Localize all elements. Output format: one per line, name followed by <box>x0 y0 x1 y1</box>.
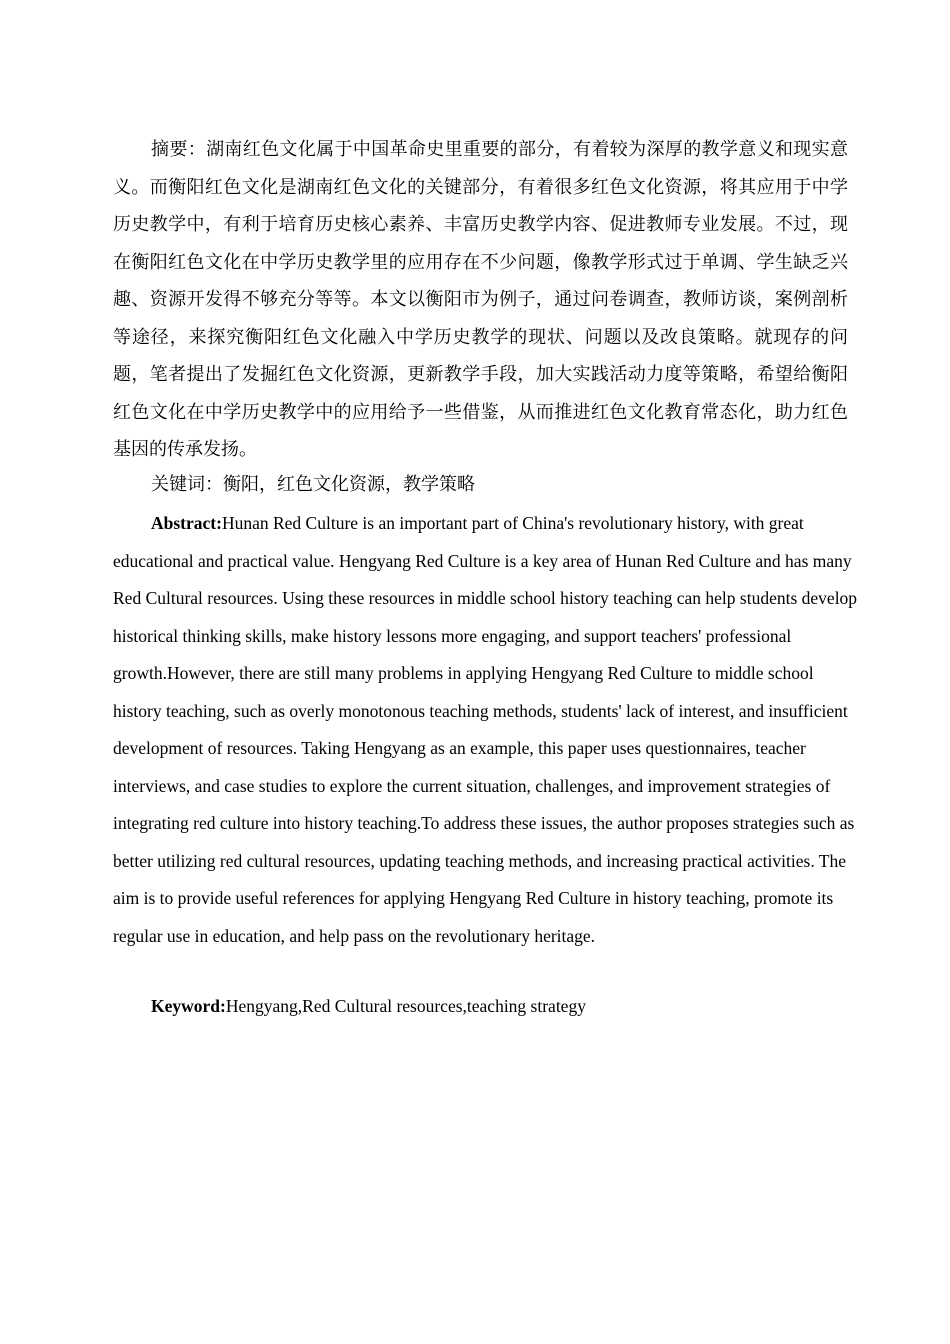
english-keywords-label: Keyword: <box>151 996 226 1016</box>
chinese-keywords-text: 衡阳，红色文化资源，教学策略 <box>223 474 475 495</box>
chinese-abstract <box>113 131 848 469</box>
chinese-keywords <box>113 466 848 504</box>
chinese-abstract-text: 湖南红色文化属于中国革命史里重要的部分，有着较为深厚的教学意义和现实意义。而衡阳红色文化是湖南红色文化的关键部分，有着很多红色文化资源，将其应用于中学历史教学中，有利于培育历史核心素养、丰富历史教学内容、促进教师专业发展。不过，现在衡阳红色文化在中学历史教学里的应用存在不少问题，像教学形式过于单调、学生缺乏兴趣、资源开发得不够充分等等。本文以衡阳市为例子，通过问卷调查，教师访谈，案例剖析等途径，来探究衡阳红色文化融入中学历史教学的现状、问题以及改良策略。就现存的问题，笔者提出了发掘红色文化资源，更新教学手段，加大实践活动力度等策略，希望给衡阳红色文化在中学历史教学中的应用给予一些借鉴，从而推进红色文化教育常态化，助力红色基因的传承发扬。 <box>113 139 849 460</box>
english-keywords <box>113 988 858 1026</box>
english-abstract <box>113 505 858 955</box>
english-abstract-label: Abstract: <box>151 513 222 533</box>
english-keywords-text: Hengyang,Red Cultural resources,teaching strategy <box>225 996 586 1016</box>
chinese-keywords-label: 关键词： <box>151 474 223 495</box>
chinese-abstract-label: 摘要： <box>151 139 207 160</box>
english-abstract-text: Hunan Red Culture is an important part of China's revolutionary history, with great educational and practical value. Hengyang Red Culture is a key area of Hunan Red Culture and has many Red Cultural resources. Using these resources in middle school history teaching can help students develop historical thinking skills, make history lessons more engaging, and support teachers' professional growth.However, there are still many problems in applying Hengyang Red Culture to middle school history teaching, such as overly monotonous teaching methods, students' lack of interest, and insufficient development of resources. Taking Hengyang as an example, this paper uses questionnaires, teacher interviews, and case studies to explore the current situation, challenges, and improvement strategies of integrating red culture into history teaching.To address these issues, the author proposes strategies such as better utilizing red cultural resources, updating teaching methods, and increasing practical activities. The aim is to provide useful references for applying Hengyang Red Culture in history teaching, promote its regular use in education, and help pass on the revolutionary heritage. <box>113 513 858 946</box>
